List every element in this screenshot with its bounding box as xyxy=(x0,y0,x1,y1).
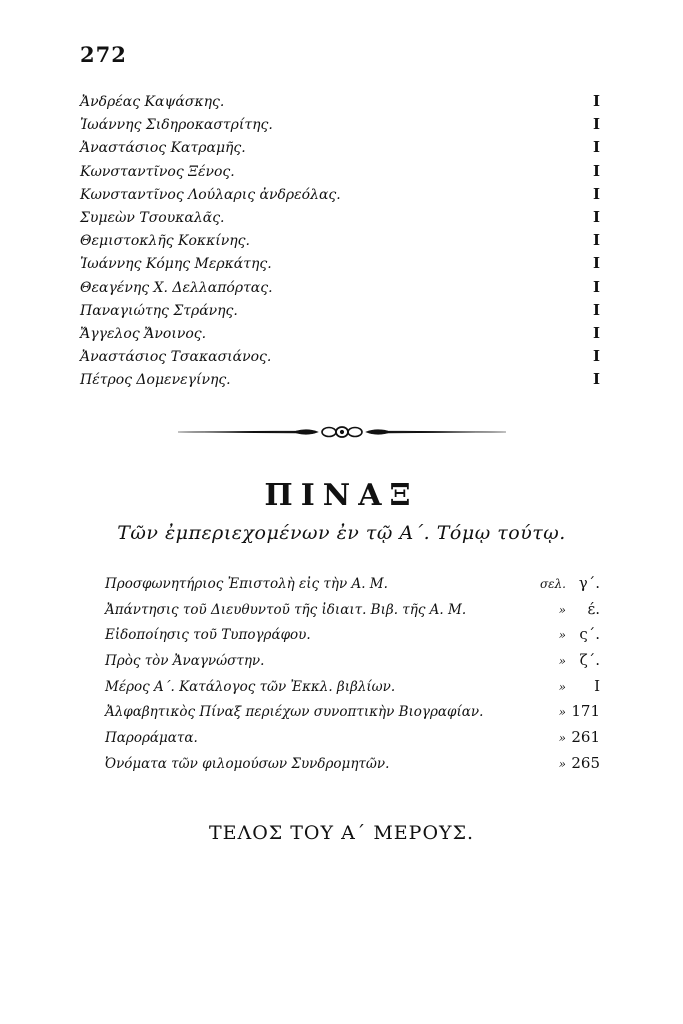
subscriber-name: Συμεὼν Τσουκαλᾶς. xyxy=(80,209,225,226)
toc-page-mark: » xyxy=(558,731,566,746)
list-item xyxy=(80,368,602,391)
toc-page-mark: » xyxy=(558,654,566,669)
toc-page-number: 261 xyxy=(571,728,600,747)
subscriber-name: Ἀναστάσιος Κατραμῆς. xyxy=(80,140,246,157)
toc-entry-title: Προσφωνητήριος Ἐπιστολὴ εἰς τὴν Α. Μ. xyxy=(105,576,388,592)
table-of-contents xyxy=(105,571,600,777)
subscriber-qty: I xyxy=(592,254,600,273)
toc-row xyxy=(105,699,600,725)
toc-entry-title: Ὀνόματα τῶν φιλομούσων Συνδρομητῶν. xyxy=(105,755,390,772)
subscriber-name: Ἰωάννης Σιδηροκαστρίτης. xyxy=(80,117,273,134)
subscriber-name: Πέτρος Δομενεγίνης. xyxy=(80,372,231,389)
list-item xyxy=(80,183,602,206)
index-title: ΠΙΝΑΞ xyxy=(264,478,419,513)
toc-row xyxy=(105,622,600,648)
subscriber-qty: I xyxy=(592,347,600,366)
toc-page-number: 265 xyxy=(571,753,600,772)
subscriber-name: Ἰωάννης Κόμης Μερκάτης. xyxy=(80,256,272,273)
subscriber-name: Θεμιστοκλῆς Κοκκίνης. xyxy=(80,233,250,250)
subscriber-qty: I xyxy=(592,92,600,110)
list-item xyxy=(80,160,602,183)
toc-row xyxy=(105,648,600,674)
list-item xyxy=(80,113,602,136)
list-item xyxy=(80,345,602,368)
subscriber-name: Κωνσταντῖνος Λούλαρις ἀνδρεόλας. xyxy=(80,186,341,203)
toc-entry-title: Ἀπάντησις τοῦ Διευθυντοῦ τῆς ἰδιαιτ. Βιβ. τῆς Α. Μ. xyxy=(105,601,467,618)
toc-page-mark: » xyxy=(558,705,566,720)
subscriber-name: Κωνσταντῖνος Ξένος. xyxy=(80,163,235,180)
subscriber-qty: I xyxy=(592,300,600,319)
toc-page-mark: » xyxy=(558,628,566,643)
page-number: 272 xyxy=(80,42,127,67)
subscriber-list xyxy=(80,90,602,391)
subscriber-qty: I xyxy=(592,370,600,389)
toc-row xyxy=(105,674,600,700)
end-title: ΤΕΛΟΣ ΤΟΥ Α΄ ΜΕΡΟΥΣ. xyxy=(208,822,475,844)
toc-page-mark: σελ. xyxy=(539,577,566,591)
list-item xyxy=(80,252,602,275)
subscriber-qty: I xyxy=(592,184,600,203)
toc-entry-title: Πρὸς τὸν Ἀναγνώστην. xyxy=(105,653,265,670)
subscriber-qty: I xyxy=(592,207,600,226)
list-item xyxy=(80,299,602,322)
toc-page-number: ς΄. xyxy=(579,625,600,644)
subscriber-name: Θεαγένης Χ. Δελλαπόρτας. xyxy=(80,279,273,296)
toc-entry-title: Μέρος Α΄. Κατάλογος τῶν Ἐκκλ. βιβλίων. xyxy=(105,678,396,695)
subscriber-qty: I xyxy=(592,231,600,250)
toc-page-number: γ΄. xyxy=(578,574,600,592)
list-item xyxy=(80,322,602,345)
toc-page-number: έ. xyxy=(587,599,600,618)
subscriber-qty: I xyxy=(592,161,600,180)
list-item xyxy=(80,206,602,229)
subscriber-name: Παναγιώτης Στράνης. xyxy=(80,302,238,319)
index-subtitle: Τῶν ἐμπεριεχομένων ἐν τῷ Α΄. Τόμῳ τούτῳ. xyxy=(117,522,566,544)
list-item xyxy=(80,229,602,252)
toc-row xyxy=(105,725,600,751)
toc-entry-title: Παροράματα. xyxy=(105,730,198,747)
toc-page-number: 171 xyxy=(571,702,600,721)
toc-page-number: ζ΄. xyxy=(579,651,600,670)
toc-row xyxy=(105,597,600,623)
list-item xyxy=(80,276,602,299)
subscriber-qty: I xyxy=(592,115,600,134)
list-item xyxy=(80,136,602,159)
subscriber-name: Ἀνδρέας Καψάσκης. xyxy=(80,94,225,110)
toc-page-mark: » xyxy=(558,602,566,617)
toc-page-number: I xyxy=(594,676,600,695)
subscriber-qty: I xyxy=(592,323,600,342)
subscriber-qty: I xyxy=(592,138,600,157)
toc-page-mark: » xyxy=(558,679,566,694)
list-item xyxy=(80,90,602,113)
toc-entry-title: Ἀλφαβητικὸς Πίναξ περιέχων συνοπτικὴν Βιογραφίαν. xyxy=(105,704,484,721)
subscriber-name: Ἄγγελος Ἄνοινος. xyxy=(80,325,207,342)
toc-row xyxy=(105,571,600,597)
ornament-divider xyxy=(178,420,506,444)
toc-row xyxy=(105,751,600,777)
toc-entry-title: Εἰδοποίησις τοῦ Τυπογράφου. xyxy=(105,627,311,644)
subscriber-qty: I xyxy=(592,277,600,296)
toc-page-mark: » xyxy=(558,756,566,771)
subscriber-name: Ἀναστάσιος Τσακασιάνος. xyxy=(80,349,272,366)
